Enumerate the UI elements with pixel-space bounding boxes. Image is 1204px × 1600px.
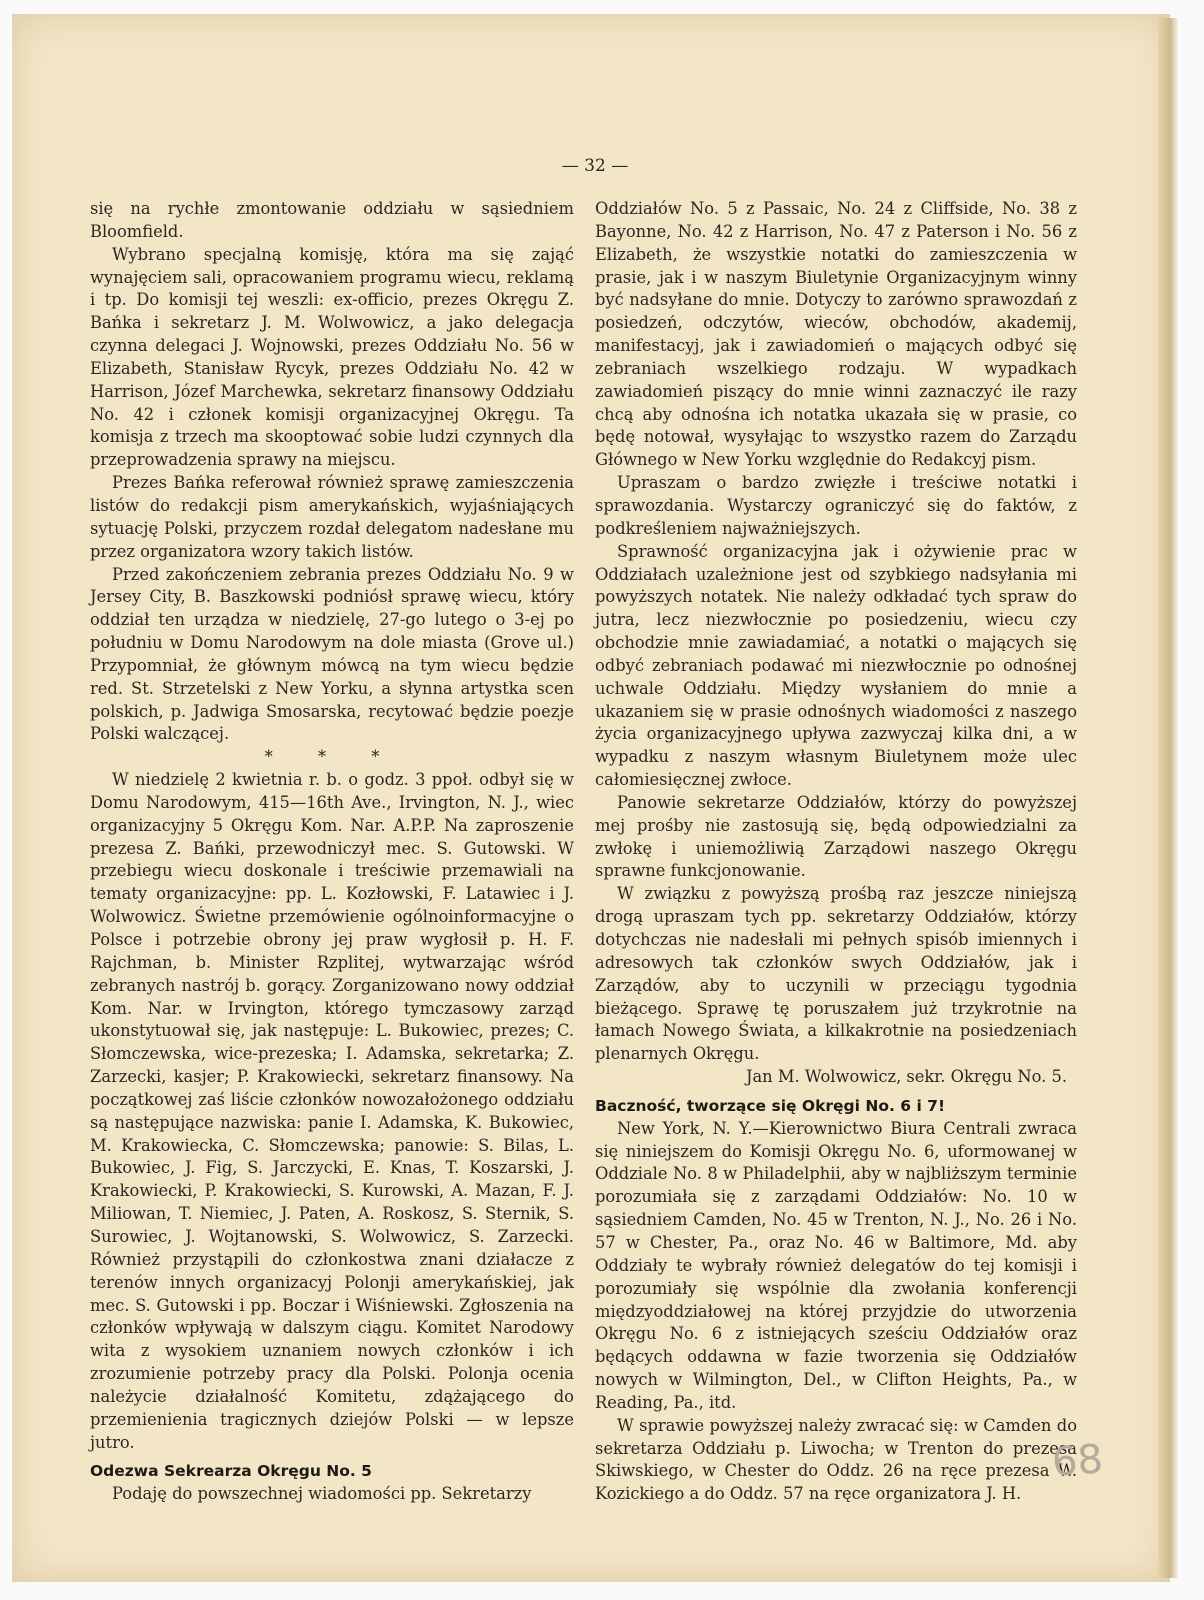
signature-line: Jan M. Wolwowicz, sekr. Okręgu No. 5. xyxy=(745,1067,1067,1087)
page-binding-edge xyxy=(1158,18,1178,1578)
paragraph: W związku z powyższą prośbą raz jeszcze niniejszą drogą upraszam tych pp. sekretarzy Oddziałów, którzy dotychczas nie nadesłali mi pełnych spisób imiennych i adresowych tak członków swych Oddziałów, jak i Zarządów, aby to uczynili w przeciągu tygodnia bieżącego. Sprawę tę poruszałem już trzykrotnie na łamach Nowego Świata, a kilkakrotnie na posiedzeniach plenarnych Okręgu. xyxy=(595,884,1077,1064)
paragraph: New York, N. Y.—Kierownictwo Biura Centrali zwraca się niniejszem do Komisji Okręgu No. 6, uformowanej w Oddziale No. 8 w Philadelphii, aby w najbliższym terminie porozumiała się z zarządami Oddziałów: No. 10 w sąsiedniem Camden, No. 45 w Trenton, N. J., No. 26 i No. 57 w Chester, Pa., oraz No. 46 w Baltimore, Md. aby Oddziały te wybrały również delegatów do tej komisji i porozumiały się wspólnie dla zwołania konferencji międzyoddziałowej na której przyjdzie do utworzenia Okręgu No. 6 z istniejących sześciu Oddziałów oraz będących oddawna w fazie tworzenia się Oddziałów nowych w Wilmington, Del., w Clifton Heights, Pa., w Reading, Pa., itd. xyxy=(595,1118,1077,1412)
paragraph: Podaję do powszechnej wiadomości pp. Sekretarzy xyxy=(112,1484,532,1504)
right-column xyxy=(595,198,1077,1506)
section-separator: * * * xyxy=(264,747,400,767)
left-column xyxy=(90,198,574,1506)
paragraph: Sprawność organizacyjna jak i ożywienie prac w Oddziałach uzależnione jest od szybkiego nadsyłania mi powyższych notatek. Nie należy odkładać tych spraw do jutra, lecz niezwłocznie po posiedzeniu, wiecu czy obchodzie mnie zawiadamiać, a notatki o mających się odbyć zebraniach podawać mi niezwłocznie po odnośnej uchwale Oddziału. Między wysłaniem do mnie a ukazaniem się w prasie odnośnych wiadomości z naszego życia organizacyjnego upływa zazwyczaj kilka dni, a w wypadku z naszym własnym Biuletynem może ulec całomiesięcznej zwłoce. xyxy=(595,541,1077,790)
paragraph: Przed zakończeniem zebrania prezes Oddziału No. 9 w Jersey City, B. Baszkowski podniósł sprawę wiecu, który oddział ten urządza w niedzielę, 27-go lutego o 3-ej po południu w Domu Narodowym na dole miasta (Grove ul.) Przypomniał, że głównym mówcą na tym wiecu będzie red. St. Strzetelski z New Yorku, a słynna artystka scen polskich, p. Jadwiga Smosarska, recytować będzie poezje Polski walczącej. xyxy=(90,564,574,744)
paragraph: Panowie sekretarze Oddziałów, którzy do powyższej mej prośby nie zastosują się, będą odpowiedzialni za zwłokę i uniemożliwią Zarządowi naszego Okręgu sprawne funkcjonowanie. xyxy=(595,792,1077,881)
paragraph: Oddziałów No. 5 z Passaic, No. 24 z Cliffside, No. 38 z Bayonne, No. 42 z Harrison, No. 47 z Paterson i No. 56 z Elizabeth, że wszystkie notatki do zamieszczenia w prasie, jak i w naszym Biuletynie Organizacyjnym winny być nadsyłane do mnie. Dotyczy to zarówno sprawozdań z posiedzeń, odczytów, wieców, obchodów, akademij, manifestacyj, jak i zawiadomień o mających odbyć się zebraniach wszelkiego rodzaju. W wypadkach zawiadomień piszący do mnie winni zaznaczyć ile razy chcą aby odnośna ich notatka ukazała się w prasie, co będę notował, wysyłając to wszystko razem do Zarządu Głównego w New Yorku względnie do Redakcyj pism. xyxy=(595,199,1077,470)
paragraph: W sprawie powyższej należy zwracać się: w Camden do sekretarza Oddziału p. Liwocha; w Trenton do prezesa Skiwskiego, w Chester do Oddz. 26 na ręce prezesa W. Kozickiego a do Oddz. 57 na ręce organizatora J. H. xyxy=(595,1415,1077,1504)
paragraph: Prezes Bańka referował również sprawę zamieszczenia listów do redakcji pism amerykańskich, wyjaśniających sytuację Polski, przyczem rozdał delegatom nadesłane mu przez organizatora wzory takich listów. xyxy=(90,473,574,561)
paragraph: Upraszam o bardzo zwięzłe i treściwe notatki i sprawozdania. Wystarczy ograniczyć się do faktów, z podkreśleniem najważniejszych. xyxy=(595,473,1077,538)
paragraph: Wybrano specjalną komisję, która ma się zająć wynajęciem sali, opracowaniem programu wiecu, reklamą i tp. Do komisji tej weszli: ex-officio, prezes Okręgu Z. Bańka i sekretarz J. M. Wolwowicz, a jako delegacja czynna delegaci J. Wojnowski, prezes Oddziału No. 56 w Elizabeth, Stanisław Rycyk, prezes Oddziału No. 42 w Harrison, Józef Marchewka, sekretarz finansowy Oddziału No. 42 i członek komisji organizacyjnej Okręgu. Ta komisja z trzech ma skooptować sobie ludzi czynnych dla przeprowadzenia sprawy na miejscu. xyxy=(90,244,574,470)
handwritten-page-note: 68 xyxy=(1050,1436,1105,1486)
page-number: — 32 — xyxy=(561,156,629,176)
section-heading: Baczność, tworzące się Okręgi No. 6 i 7! xyxy=(595,1096,946,1115)
paragraph: W niedzielę 2 kwietnia r. b. o godz. 3 ppoł. odbył się w Domu Narodowym, 415—16th Ave., Irvington, N. J., wiec organizacyjny 5 Okręgu Kom. Nar. A.P.P. Na zaproszenie prezesa Z. Bańki, przewodniczył mec. S. Gutowski. W przebiegu wiecu doskonale i treściwie przemawiali na tematy organizacyjne: pp. L. Kozłowski, F. Latawiec i J. Wolwowicz. Świetne przemówienie ogólnoinformacyjne o Polsce i potrzebie obrony jej praw wygłosił p. H. F. Rajchman, b. Minister Rzplitej, wytwarzając wśród zebranych nastrój b. gorący. Zorganizowano nowy oddział Kom. Nar. w Irvington, którego tymczasowy zarząd ukonstytuował się, jak następuje: L. Bukowiec, prezes; C. Słomczewska, wice-prezeska; I. Adamska, sekretarka; Z. Zarzecki, kasjer; P. Krakowiecki, sekretarz finansowy. Na początkowej zaś liście członków nowozałożonego oddziału są następujące nazwiska: panie I. Adamska, K. Bukowiec, M. Krakowiecka, C. Słomczewska; panowie: S. Bilas, L. Bukowiec, J. Fig, S. Jarczycki, E. Knas, T. Koszarski, J. Krakowiecki, P. Krakowiecki, S. Kurowski, A. Mazan, F. J. Miliowan, T. Niemiec, J. Paten, A. Roskosz, S. Sternik, S. Surowiec, J. Wojtanowski, S. Wolwowicz, S. Zarzecki. Również przystąpili do członkostwa znani działacze z terenów innych organizacyj Polonji amerykańskiej, jak mec. S. Gutowski i pp. Boczar i Wiśniewski. Zgłoszenia na członków wpływają w dalszym ciągu. Komitet Narodowy wita z wysokiem uznaniem nowych członków i ich zrozumienie potrzeby pracy dla Polski. Polonja ocenia należycie działalność Komitetu, zdążającego do przemienienia tragicznych dziejów Polski — w lepsze jutro. xyxy=(90,770,574,1452)
paragraph: się na rychłe zmontowanie oddziału w sąsiedniem Bloomfield. xyxy=(90,199,574,241)
section-heading: Odezwa Sekrearza Okręgu No. 5 xyxy=(90,1462,372,1481)
